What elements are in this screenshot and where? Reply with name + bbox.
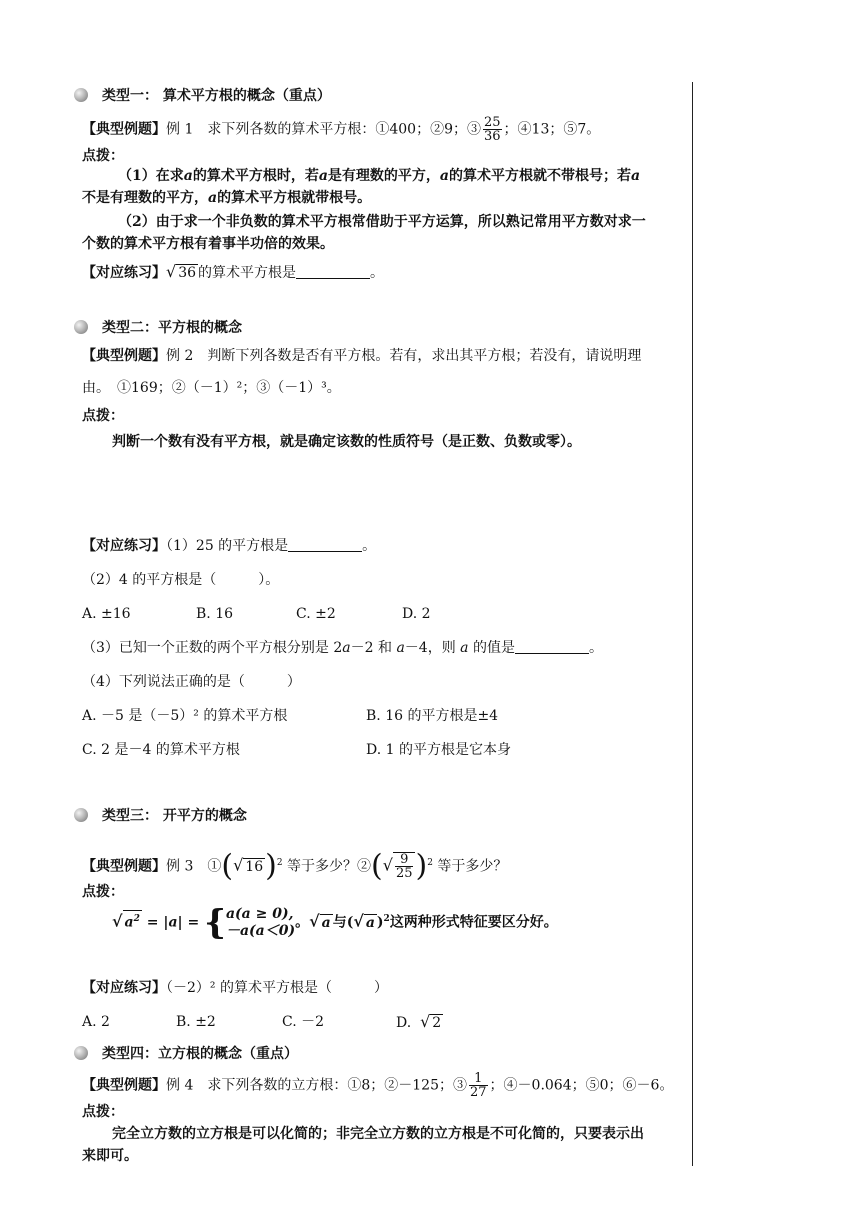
s2-practice-2: （2）4 的平方根是（ ）。 [82, 572, 280, 588]
example-tag: 【典型例题】 [82, 121, 166, 138]
option-d: D. √ 2 [396, 1012, 442, 1031]
practice-tag: 【对应练习】 [82, 980, 166, 996]
s4-tip-line1: 完全立方数的立方根是可以化简的；非完全立方数的立方根是不可化简的，只要表示出 [112, 1126, 644, 1142]
s2-practice-1: 【对应练习】（1）25 的平方根是 。 [82, 538, 377, 554]
s1-tip-line3: （2）由于求一个非负数的算术平方根常借助于平方运算，所以熟记常用平方数对求一 [118, 214, 646, 230]
s2-practice-3: （3）已知一个正数的两个平方根分别是 2a－2 和 a－4，则 a 的值是 。 [82, 640, 603, 656]
tip-label: 点拨： [82, 1104, 124, 1120]
practice-tag: 【对应练习】 [82, 265, 166, 281]
option-b: B. 16 [196, 606, 234, 622]
section-3-title: 类型三： 开平方的概念 [102, 808, 247, 824]
fraction: $\frac{1}{27}$ [470, 1071, 487, 1100]
option-a: A. ±16 [82, 606, 131, 622]
option-a: A. －5 是（－5）² 的算术平方根 [82, 708, 288, 724]
s2-tip: 判断一个数有没有平方根，就是确定该数的性质符号（是正数、负数或零）。 [112, 434, 581, 450]
option-c: C. －2 [282, 1014, 325, 1030]
option-b: B. 16 的平方根是±4 [366, 708, 499, 724]
sqrt-36: 36 [178, 265, 197, 281]
option-c: C. 2 是－4 的算术平方根 [82, 742, 240, 758]
s1-tip-line4: 个数的算术平方根有着事半功倍的效果。 [82, 236, 334, 252]
s1-practice: 【对应练习】√ 36 的算术平方根是 。 [82, 262, 385, 281]
fraction: $\frac{25}{36}$ [484, 115, 501, 144]
s3-example: 【典型例题】例 3 ①(√ 16)$^2$ 等于多少？②(√ $\frac{9}{25}$ )$^2$ 等于多少？ [82, 848, 508, 884]
answer-blank [288, 537, 362, 552]
answer-blank [515, 639, 589, 654]
practice-tag: 【对应练习】 [82, 538, 166, 554]
section-1-heading [74, 86, 331, 106]
example-tag: 【典型例题】 [82, 1077, 166, 1094]
section-3-heading [74, 806, 247, 826]
tip-label: 点拨： [82, 408, 124, 424]
section-4-heading [74, 1044, 298, 1064]
sqrt-16: 16 [245, 858, 264, 875]
option-d: D. 1 的平方根是它本身 [366, 742, 511, 758]
section-4-title: 类型四：立方根的概念（重点） [102, 1046, 298, 1062]
option-a: A. 2 [82, 1014, 110, 1030]
s1-tip-line1: （1）在求a的算术平方根时，若a是有理数的平方，a的算术平方根就不带根号；若a [118, 168, 641, 184]
option-b: B. ±2 [176, 1014, 216, 1030]
answer-blank [296, 264, 370, 279]
s2-example: 【典型例题】例 2 判断下列各数是否有平方根。若有，求出其平方根；若没有，请说明理 [82, 348, 642, 364]
section-1-title: 类型一： 算术平方根的概念（重点） [102, 88, 331, 104]
s3-practice: 【对应练习】（－2）² 的算术平方根是（ ） [82, 980, 388, 996]
option-c: C. ±2 [296, 606, 336, 622]
s1-tip-line2: 不是有理数的平方，a的算术平方根就带根号。 [82, 190, 372, 206]
bullet-icon [74, 1046, 88, 1060]
example-tag: 【典型例题】 [82, 858, 166, 875]
bullet-icon [74, 88, 88, 102]
option-d: D. 2 [402, 606, 431, 622]
s4-example: 【典型例题】例 4 求下列各数的立方根：①8；②－125；③ $\frac{1}{27}$ ；④－0.064；⑤0；⑥－6。 [82, 1071, 674, 1100]
bullet-icon [74, 320, 88, 334]
example-tag: 【典型例题】 [82, 348, 166, 364]
tip-label: 点拨： [82, 884, 124, 900]
s4-tip-line2: 来即可。 [82, 1148, 138, 1164]
s2-example-line2: 由。 ①169；②（－1）²；③（－1）³。 [82, 380, 341, 396]
s2-practice-4: （4）下列说法正确的是（ ） [82, 674, 301, 690]
s1-example: 【典型例题】例 1 求下列各数的算术平方根：①400；②9；③ $\frac{25}{36}$ ；④13；⑤7。 [82, 115, 601, 144]
section-2-heading [74, 318, 242, 338]
right-margin-rule [692, 82, 693, 1166]
section-2-title: 类型二：平方根的概念 [102, 320, 242, 336]
tip-label: 点拨： [82, 148, 124, 164]
bullet-icon [74, 808, 88, 822]
s3-formula: √ $a^2 = |a|$ = { a(a ≥ 0), －a(a＜0) 。√ a 与(√ a )$^2$这两种形式特征要区分好。 [112, 902, 558, 943]
